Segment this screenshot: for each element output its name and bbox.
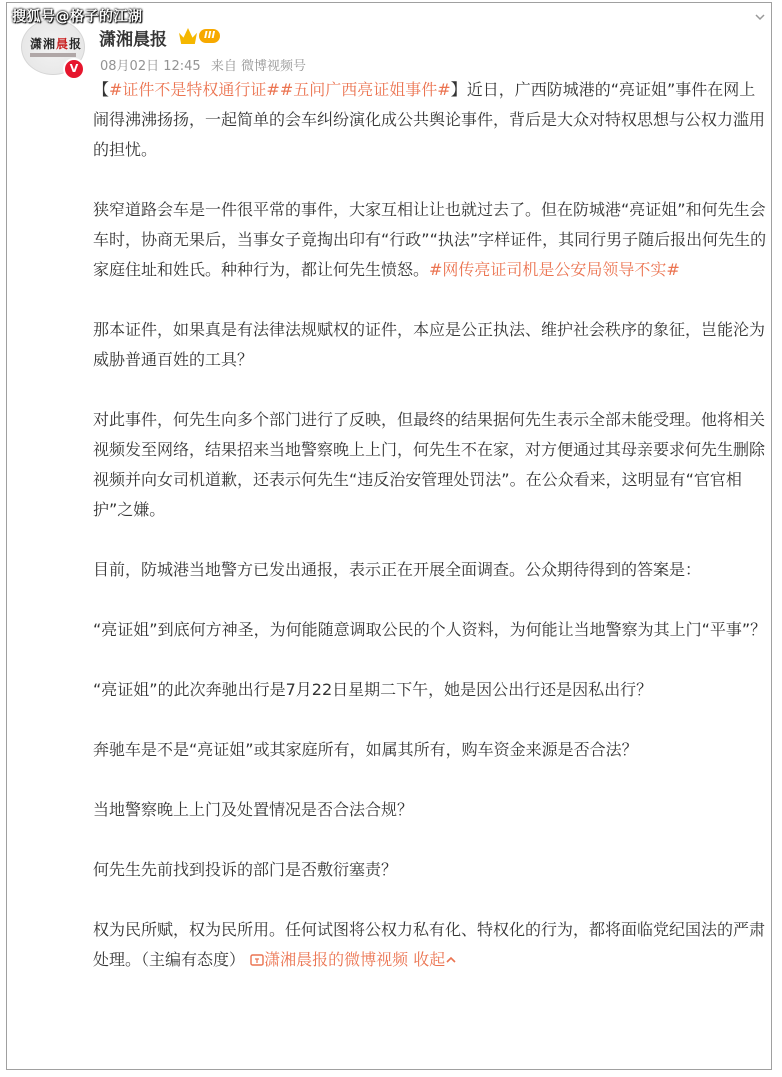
vip-level: III: [199, 29, 220, 43]
collapse-arrow-icon: [445, 955, 457, 965]
question-4: 当地警察晚上上门及处置情况是否合法合规？: [93, 800, 414, 819]
author-name[interactable]: 潇湘晨报: [99, 30, 167, 50]
bracket-open: 【: [93, 80, 110, 99]
video-link[interactable]: [250, 950, 408, 969]
post-date[interactable]: 08月02日 12:45: [100, 59, 201, 74]
post-content: [93, 75, 769, 975]
paragraph-closing: [93, 915, 769, 975]
chevron-down-icon[interactable]: [754, 11, 766, 23]
topic-tag[interactable]: #五问广西亮证姐事件#: [279, 80, 451, 99]
collapse-label: 收起: [413, 950, 446, 969]
paragraph-text: 近日，广西防城港的“亮证姐”事件在网上闹得沸沸扬扬，一起简单的会车纠纷演化成公共舆论事件，背后是大众对特权思想与公权力滥用的担忧。: [93, 80, 766, 159]
avatar-logo-part: 晨: [56, 37, 70, 51]
topic-tag[interactable]: #证件不是特权通行证#: [109, 80, 280, 99]
paragraph-text: 权为民所赋，权为民所用。任何试图将公权力私有化、特权化的行为，都将面临党纪国法的严肃处理。（主编有态度）: [93, 920, 766, 969]
question-5: 何先生先前找到投诉的部门是否敷衍塞责？: [93, 860, 398, 879]
question-1: “亮证姐”到底何方神圣，为何能随意调取公民的个人资料，为何能让当地警察为其上门“平事”？: [93, 620, 767, 639]
vip-badge[interactable]: [179, 27, 220, 45]
avatar-logo-part: 报: [69, 37, 83, 51]
bracket-close: 】: [450, 80, 467, 99]
paragraph-2: [93, 195, 769, 285]
topic-tag[interactable]: #网传亮证司机是公安局领导不实#: [429, 260, 680, 279]
watermark: 搜狐号@格子的江湖: [12, 9, 143, 25]
video-link-label: 潇湘晨报的微博视频: [264, 950, 409, 969]
paragraph-3: 那本证件，如果真是有法律法规赋权的证件，本应是公正执法、维护社会秩序的象征，岂能沦为威胁普通百姓的工具？: [93, 320, 766, 369]
avatar-logo: [30, 35, 82, 52]
post-meta: [100, 55, 306, 74]
paragraph-text: 狭窄道路会车是一件很平常的事件，大家互相让让也就过去了。但在防城港“亮证姐”和何先生会车时，协商无果后，当事女子竟掏出印有“行政”“执法”字样证件，其同行男子随后报出何先生的家庭住址和姓氏。种种行为，都让何先生愤怒。: [93, 200, 767, 279]
question-2: “亮证姐”的此次奔驰出行是7月22日星期二下午，她是因公出行还是因私出行？: [93, 680, 653, 699]
paragraph-intro: [93, 75, 769, 165]
video-link-icon: [250, 954, 264, 966]
weibo-post-card: [6, 2, 772, 1070]
question-3: 奔驰车是不是“亮证姐”或其家庭所有，如属其所有，购车资金来源是否合法？: [93, 740, 638, 759]
post-source[interactable]: 来自 微博视频号: [210, 59, 306, 74]
paragraph-5: 目前，防城港当地警方已发出通报，表示正在开展全面调查。公众期待得到的答案是：: [93, 560, 702, 579]
verified-icon: V: [63, 58, 85, 80]
avatar-logo-subline: [30, 53, 76, 57]
paragraph-4: 对此事件，何先生向多个部门进行了反映，但最终的结果据何先生表示全部未能受理。他将相关视频发至网络，结果招来当地警察晚上上门，何先生不在家，对方便通过其母亲要求何先生删除视频并向女司机道歉，还表示何先生“违反治安管理处罚法”。在公众看来，这明显有“官官相护”之嫌。: [93, 410, 766, 519]
avatar-logo-part: 潇湘: [30, 37, 57, 51]
collapse-button[interactable]: [413, 950, 457, 969]
vip-crown-icon: [179, 28, 197, 44]
